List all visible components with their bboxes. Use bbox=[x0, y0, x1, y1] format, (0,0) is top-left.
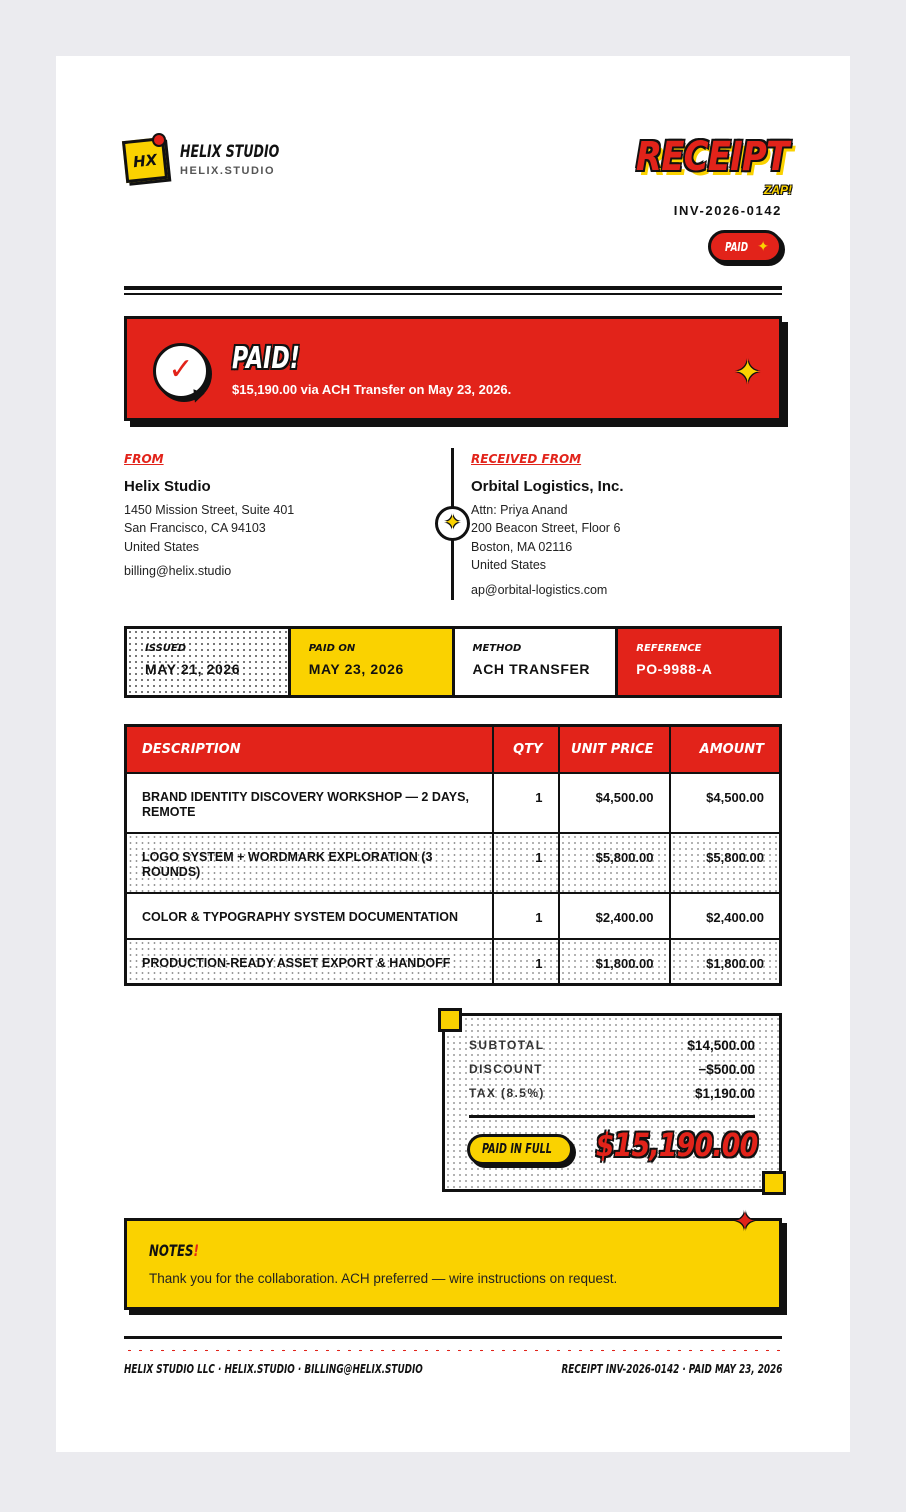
brand-name: HELIX STUDIO bbox=[180, 142, 280, 162]
grand-total: $15,190.00 bbox=[595, 1126, 757, 1164]
meta-method bbox=[455, 629, 619, 695]
line-items-table bbox=[124, 724, 782, 986]
received-from-label: RECEIVED FROM bbox=[471, 452, 582, 466]
item-qty: 1 bbox=[493, 893, 559, 939]
receipt-meta-strip bbox=[124, 626, 782, 698]
item-amount: $5,800.00 bbox=[670, 833, 781, 893]
tax-value: $1,190.00 bbox=[694, 1086, 755, 1101]
star-icon: ✦ bbox=[734, 1206, 756, 1236]
discount-label: DISCOUNT bbox=[469, 1062, 543, 1076]
received-from-line: 200 Beacon Street, Floor 6 bbox=[471, 521, 621, 535]
item-qty: 1 bbox=[493, 773, 559, 833]
header-divider-thin bbox=[124, 293, 782, 295]
receipt-title: RECEIPT bbox=[635, 134, 788, 180]
status-badge bbox=[708, 230, 782, 263]
item-unit-price: $2,400.00 bbox=[559, 893, 670, 939]
item-unit-price: $5,800.00 bbox=[559, 833, 670, 893]
item-description: COLOR & TYPOGRAPHY SYSTEM DOCUMENTATION bbox=[126, 893, 493, 939]
corner-square-decoration bbox=[438, 1008, 462, 1032]
meta-paid-on bbox=[291, 629, 455, 695]
from-address-line: United States bbox=[124, 540, 200, 554]
footer-dotted-rule bbox=[124, 1348, 782, 1353]
tax-label: TAX (8.5%) bbox=[469, 1086, 545, 1100]
table-header-row bbox=[126, 726, 781, 773]
received-from-line: Attn: Priya Anand bbox=[471, 503, 568, 517]
from-label: FROM bbox=[124, 452, 164, 466]
item-description: LOGO SYSTEM + WORDMARK EXPLORATION (3 ROUNDS) bbox=[126, 833, 493, 893]
sparkle-icon: ✦ bbox=[435, 506, 470, 541]
paid-banner bbox=[124, 316, 782, 421]
item-unit-price: $4,500.00 bbox=[559, 773, 670, 833]
column-header-unit-price: UNIT PRICE bbox=[559, 726, 670, 773]
from-email[interactable]: billing@helix.studio bbox=[124, 564, 232, 578]
column-header-qty: QTY bbox=[493, 726, 559, 773]
footer-receipt-ref: RECEIPT INV-2026-0142 · PAID MAY 23, 2026 bbox=[561, 1362, 782, 1376]
column-header-description: DESCRIPTION bbox=[126, 726, 493, 773]
notes-title bbox=[149, 1241, 199, 1260]
corner-square-decoration bbox=[762, 1171, 786, 1195]
meta-issued bbox=[127, 629, 291, 695]
subtotal-label: SUBTOTAL bbox=[469, 1038, 545, 1052]
meta-label: PAID ON bbox=[308, 643, 356, 654]
received-from-line: United States bbox=[471, 558, 547, 572]
exclamation-icon: ! bbox=[193, 1241, 199, 1260]
table-row bbox=[126, 893, 781, 939]
meta-reference bbox=[618, 629, 779, 695]
received-from-email[interactable]: ap@orbital-logistics.com bbox=[471, 583, 608, 597]
meta-label: REFERENCE bbox=[636, 643, 702, 654]
meta-value: MAY 23, 2026 bbox=[308, 661, 404, 677]
speech-bubble-tail bbox=[189, 389, 204, 404]
zap-label: ZAP! bbox=[764, 183, 792, 197]
item-description: PRODUCTION-READY ASSET EXPORT & HANDOFF bbox=[126, 939, 493, 985]
item-description: BRAND IDENTITY DISCOVERY WORKSHOP — 2 DAYS, REMOTE bbox=[126, 773, 493, 833]
column-header-amount: AMOUNT bbox=[670, 726, 781, 773]
from-address-line: San Francisco, CA 94103 bbox=[124, 521, 266, 535]
item-amount: $4,500.00 bbox=[670, 773, 781, 833]
footer-company: HELIX STUDIO LLC · HELIX.STUDIO · BILLING@HELIX.STUDIO bbox=[124, 1362, 423, 1376]
logo-dot-icon bbox=[152, 133, 166, 147]
brand-site: HELIX.STUDIO bbox=[180, 165, 276, 177]
subtotal-value: $14,500.00 bbox=[687, 1038, 755, 1053]
item-amount: $1,800.00 bbox=[670, 939, 781, 985]
table-row bbox=[126, 833, 781, 893]
invoice-number: INV-2026-0142 bbox=[673, 203, 782, 218]
receipt-page bbox=[56, 56, 850, 1452]
meta-label: METHOD bbox=[472, 643, 522, 654]
notes-title-text: NOTES bbox=[149, 1241, 194, 1260]
sparkle-icon: ✦ bbox=[757, 238, 769, 254]
item-qty: 1 bbox=[493, 833, 559, 893]
meta-value: PO-9988-A bbox=[636, 661, 713, 677]
notes-box bbox=[124, 1218, 782, 1310]
meta-value: ACH TRANSFER bbox=[472, 661, 591, 677]
item-unit-price: $1,800.00 bbox=[559, 939, 670, 985]
meta-value: MAY 21, 2026 bbox=[145, 661, 241, 677]
paid-in-full-badge bbox=[467, 1134, 573, 1165]
checkmark-icon: ✓ bbox=[168, 353, 194, 386]
table-row bbox=[126, 939, 781, 985]
star-icon: ✦ bbox=[734, 354, 761, 390]
logo-initials: HX bbox=[132, 150, 159, 172]
banner-title: PAID! bbox=[232, 341, 300, 376]
table-row bbox=[126, 773, 781, 833]
from-address-line: 1450 Mission Street, Suite 401 bbox=[124, 503, 295, 517]
notes-text: Thank you for the collaboration. ACH preferred — wire instructions on request. bbox=[149, 1271, 618, 1286]
received-from-line: Boston, MA 02116 bbox=[471, 540, 573, 554]
discount-value: −$500.00 bbox=[698, 1062, 755, 1077]
totals-divider bbox=[469, 1115, 755, 1118]
meta-label: ISSUED bbox=[145, 643, 187, 654]
header-divider bbox=[124, 286, 782, 290]
footer-divider bbox=[124, 1336, 782, 1339]
totals-card bbox=[442, 1013, 782, 1192]
from-name: Helix Studio bbox=[124, 478, 211, 495]
item-amount: $2,400.00 bbox=[670, 893, 781, 939]
paid-in-full-label: PAID IN FULL bbox=[482, 1142, 552, 1157]
received-from-name: Orbital Logistics, Inc. bbox=[471, 478, 624, 495]
status-label: PAID bbox=[725, 240, 749, 254]
item-qty: 1 bbox=[493, 939, 559, 985]
banner-subtitle: $15,190.00 via ACH Transfer on May 23, 2026. bbox=[232, 382, 512, 397]
speech-bubble bbox=[153, 343, 209, 399]
